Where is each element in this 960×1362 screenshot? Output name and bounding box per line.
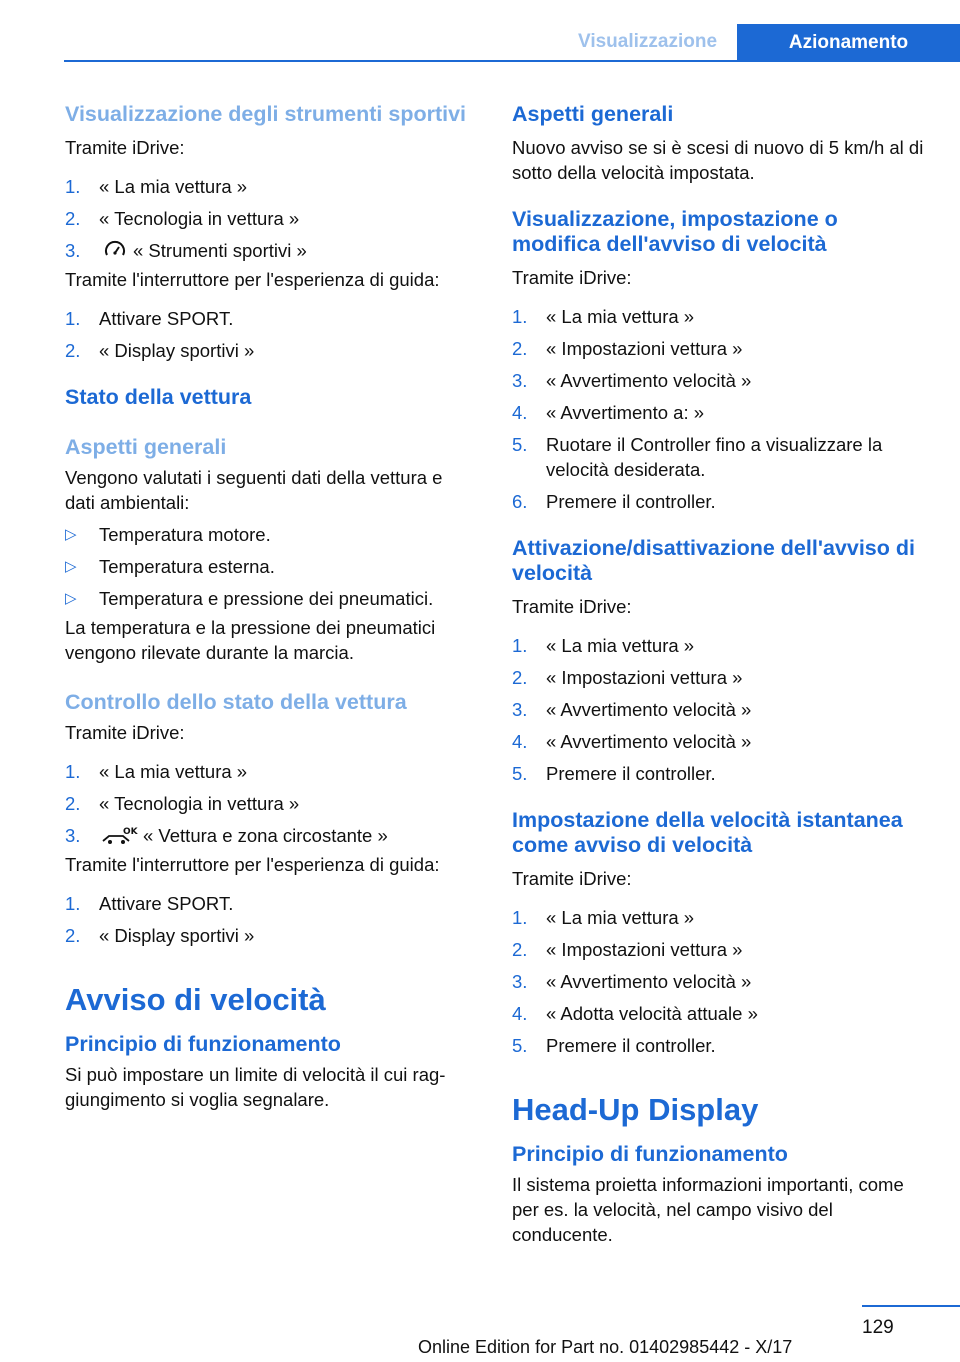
- via-idrive-text: Tramite iDrive:: [65, 722, 185, 743]
- sport-instruments-heading: Visualizzazione degli strumenti sportivi: [65, 102, 467, 126]
- list-item: 2. « Tecnologia in vettura »: [65, 208, 300, 229]
- sport-steps-list: [65, 174, 477, 263]
- list-item: 2. « Display sportivi »: [65, 925, 255, 946]
- list-item: 3. « Strumenti sportivi »: [65, 240, 307, 261]
- section-tab: Visualizzazione: [560, 24, 735, 60]
- general-aspects-text: Vengono valutati i seguenti dati della vettura e dati ambientali:: [65, 467, 443, 513]
- via-switch-text: Tramite l'interruttore per l'esperienza di guida:: [65, 269, 440, 290]
- list-item: 4. « Adotta velocità attuale »: [512, 1003, 758, 1024]
- via-switch-text: Tramite l'interruttore per l'esperienza di guida:: [65, 854, 440, 875]
- general-aspects-text: Nuovo avviso se si è scesi di nuovo di 5 km/h al di sotto della velocità impostata.: [512, 137, 924, 183]
- footer-rule: [862, 1305, 960, 1307]
- edition-footer: Online Edition for Part no. 01402985442 - X/17: [418, 1337, 793, 1357]
- list-item: 1. « La mia vettura »: [65, 761, 248, 782]
- chapter-tab: Azionamento: [737, 24, 960, 62]
- list-item: ▷ Temperatura motore.: [65, 524, 271, 545]
- speed-warning-heading: Avviso di velocità: [65, 982, 326, 1017]
- toggle-speed-steps-list: [512, 633, 932, 786]
- car-ok-icon: [101, 825, 139, 845]
- current-speed-steps-list: [512, 905, 932, 1058]
- list-item: 5. Premere il controller.: [512, 1035, 716, 1056]
- gauge-icon: [101, 240, 129, 260]
- list-item: 4. « Avvertimento velocità »: [512, 731, 752, 752]
- list-item: 1. Attivare SPORT.: [65, 893, 234, 914]
- head-up-display-heading: Head-Up Display: [512, 1092, 759, 1127]
- left-column: [65, 102, 477, 1112]
- list-item: 1. « La mia vettura »: [512, 635, 695, 656]
- toggle-speed-warning-heading: Attivazione/disattivazione dell'avviso di velocità: [512, 536, 915, 585]
- list-item: 2. « Display sportivi »: [65, 340, 255, 361]
- hud-principle-text: Il sistema proietta informazioni importanti, come per es. la velocità, nel campo visivo del conducente.: [512, 1174, 904, 1245]
- list-item: 3. « Avvertimento velocità »: [512, 699, 752, 720]
- via-idrive-text: Tramite iDrive:: [512, 596, 632, 617]
- operating-principle-text: Si può impostare un limite di velocità il cui raggiungimento si voglia segnalare.: [65, 1064, 446, 1110]
- status-check-steps-list: [65, 759, 477, 848]
- via-idrive-text: Tramite iDrive:: [65, 137, 185, 158]
- list-item: 1. Attivare SPORT.: [65, 308, 234, 329]
- switch-steps-list: [65, 306, 477, 363]
- list-item: 5. Premere il controller.: [512, 763, 716, 784]
- list-item: 2. « Impostazioni vettura »: [512, 667, 743, 688]
- set-speed-steps-list: [512, 304, 932, 514]
- tyre-pressure-text: La temperatura e la pressione dei pneumatici vengono rilevate durante la marcia.: [65, 617, 436, 663]
- general-aspects-heading: Aspetti generali: [65, 435, 227, 459]
- list-item: ▷ Temperatura e pressione dei pneumatici.: [65, 588, 434, 609]
- list-item: 1. « La mia vettura »: [65, 176, 248, 197]
- switch-steps-list: [65, 891, 477, 948]
- current-speed-warning-heading: Impostazione della velocità istantanea come avviso di velocità: [512, 808, 903, 857]
- list-item: 2. « Impostazioni vettura »: [512, 338, 743, 359]
- list-item: 3. OK « Vettura e zona circostante »: [65, 825, 388, 846]
- list-item: 3. « Avvertimento velocità »: [512, 971, 752, 992]
- vehicle-status-heading: Stato della vettura: [65, 385, 252, 409]
- page-number: 129: [862, 1317, 894, 1338]
- svg-text:OK: OK: [123, 827, 138, 837]
- operating-principle-heading: Principio di funzionamento: [65, 1032, 341, 1056]
- general-aspects-heading: Aspetti generali: [512, 102, 674, 126]
- via-idrive-text: Tramite iDrive:: [512, 868, 632, 889]
- list-item: 4. « Avvertimento a: »: [512, 402, 705, 423]
- hud-principle-heading: Principio di funzionamento: [512, 1142, 788, 1166]
- page-header: [0, 0, 960, 62]
- list-item: ▷ Temperatura esterna.: [65, 556, 275, 577]
- list-item: 2. « Tecnologia in vettura »: [65, 793, 300, 814]
- list-item: 5. Ruotare il Controller fino a visualizzare la velocità desiderata.: [512, 434, 883, 480]
- list-item: 1. « La mia vettura »: [512, 907, 695, 928]
- header-rule: [64, 60, 960, 62]
- list-item: 6. Premere il controller.: [512, 491, 716, 512]
- list-item: 1. « La mia vettura »: [512, 306, 695, 327]
- right-column: [512, 102, 932, 1247]
- set-speed-warning-heading: Visualizzazione, impostazione o modifica dell'avviso di velocità: [512, 207, 838, 256]
- list-item: 2. « Impostazioni vettura »: [512, 939, 743, 960]
- list-item: 3. « Avvertimento velocità »: [512, 370, 752, 391]
- via-idrive-text: Tramite iDrive:: [512, 267, 632, 288]
- status-check-heading: Controllo dello stato della vettura: [65, 690, 407, 714]
- monitored-data-list: [65, 522, 477, 611]
